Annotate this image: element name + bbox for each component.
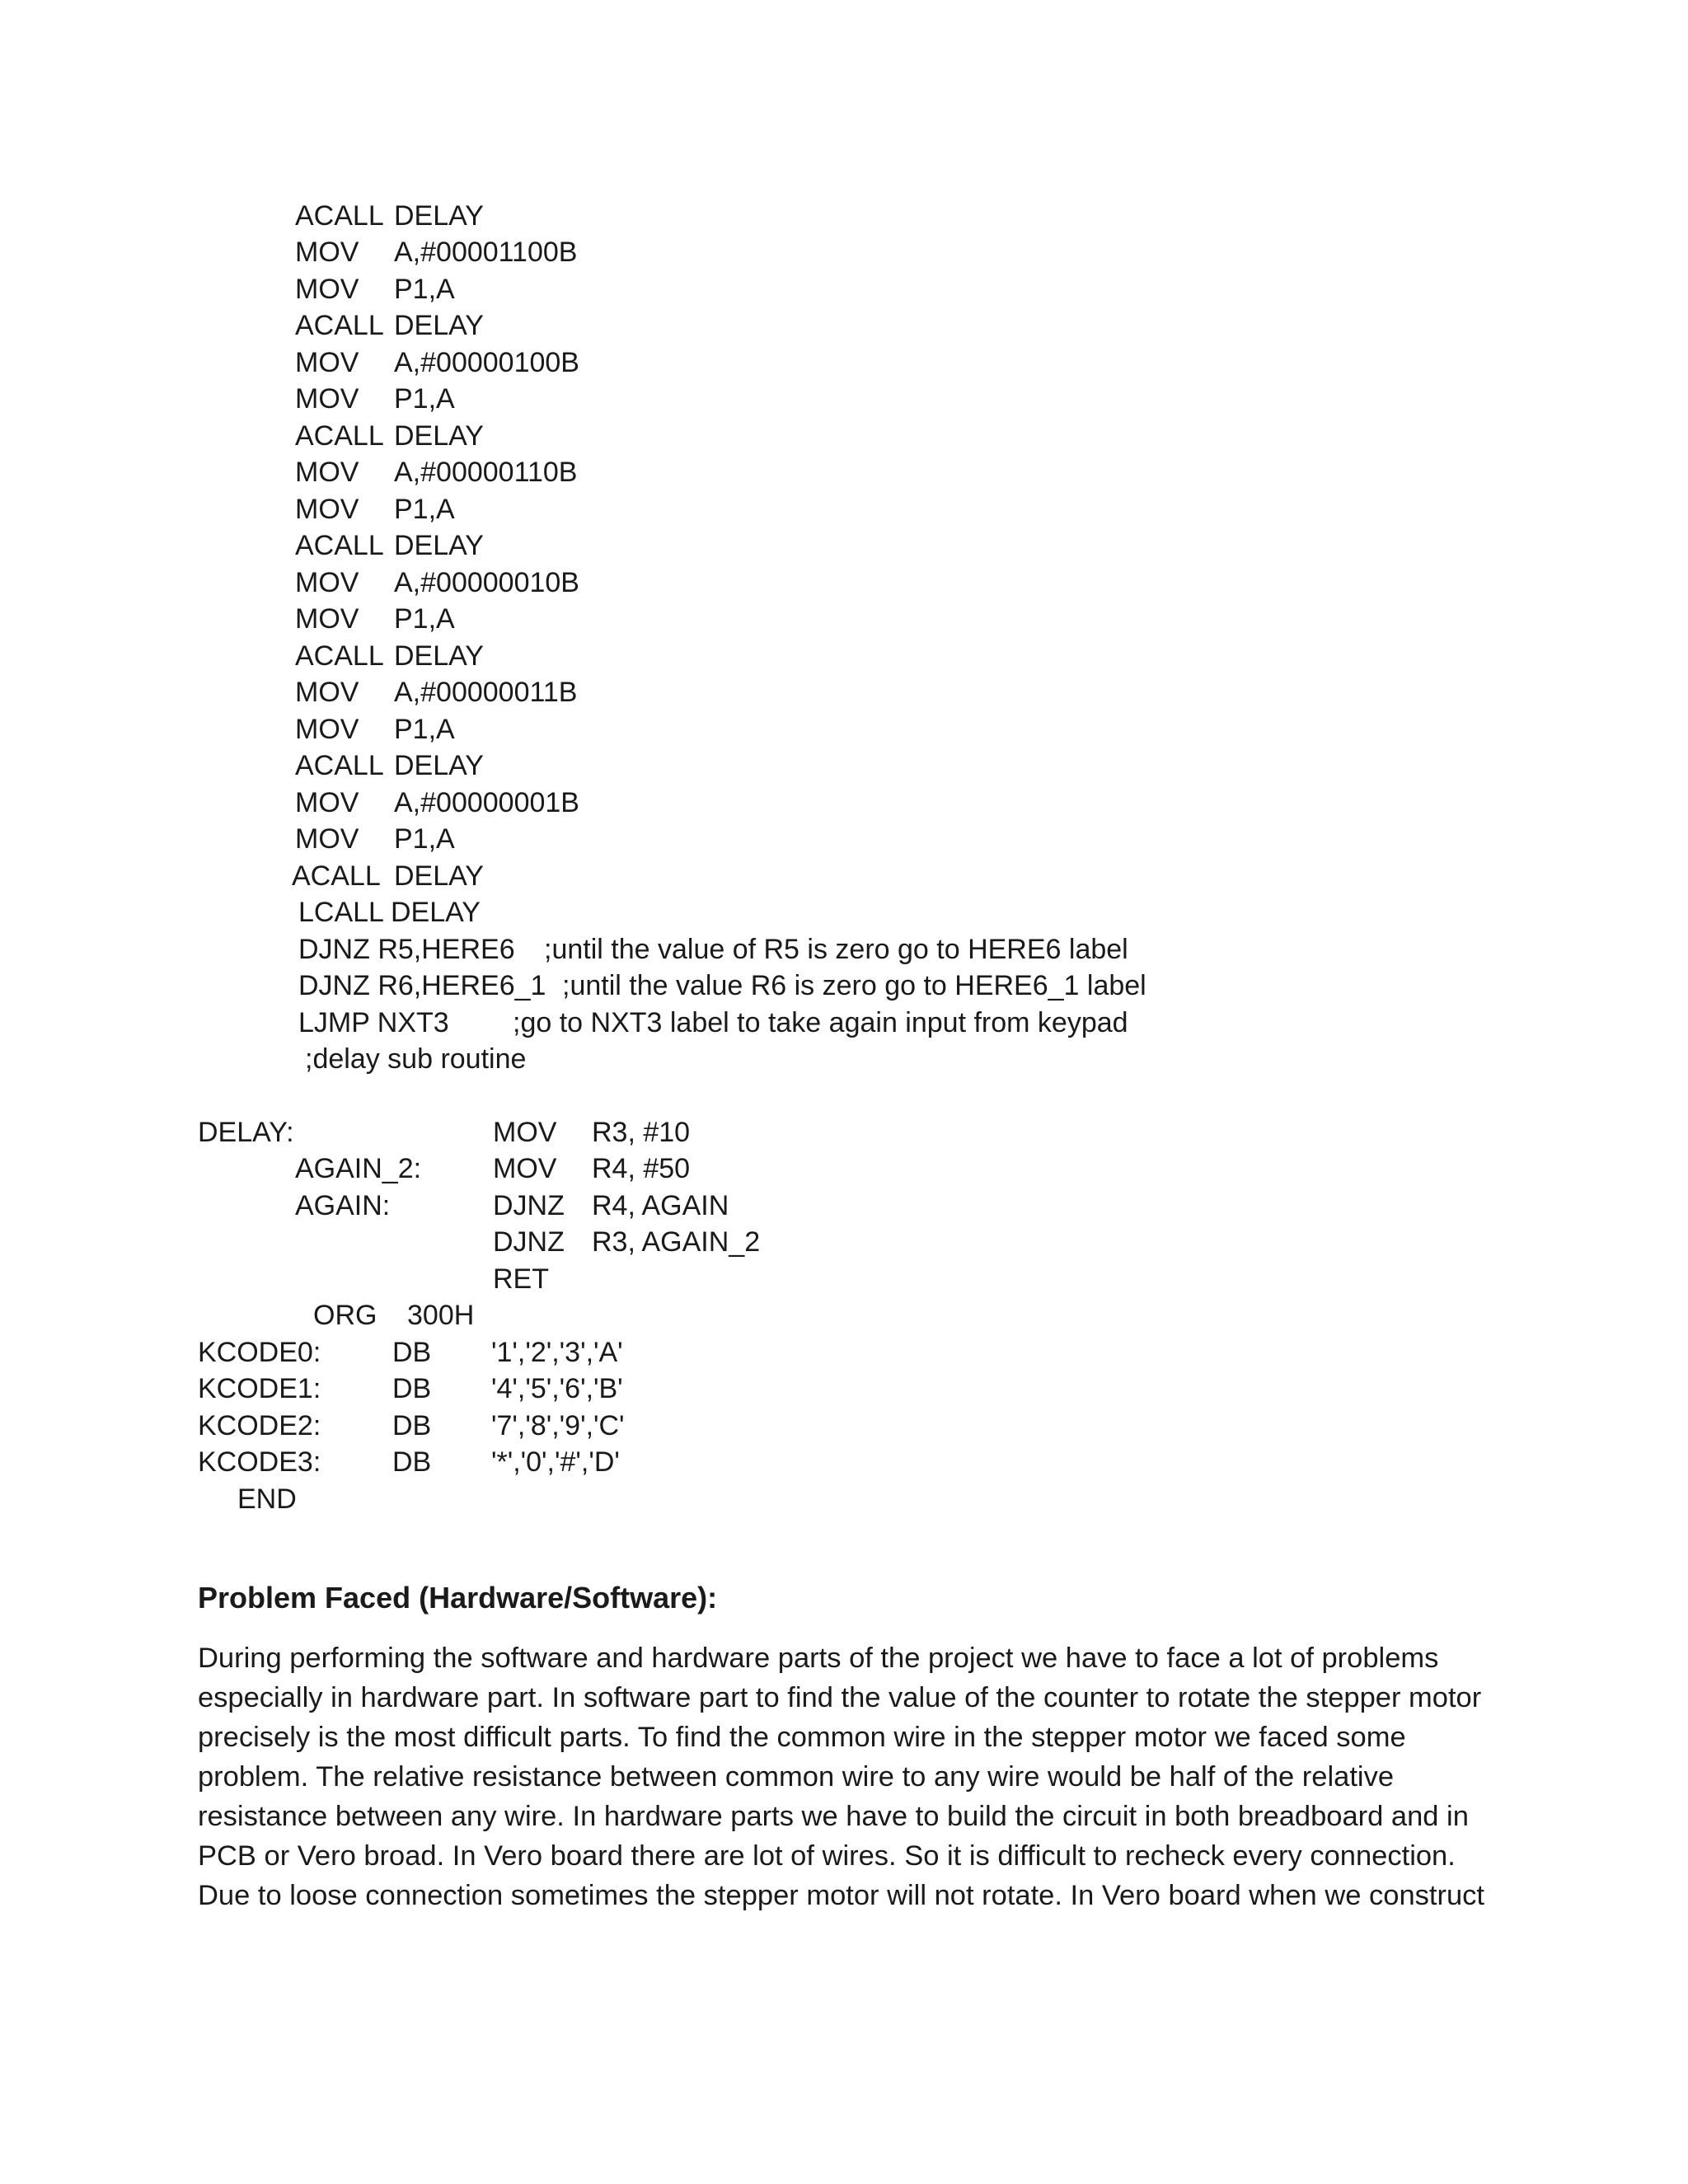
paragraph-line: especially in hardware part. In software part to find the value of the counter to rotate the stepper motor: [198, 1682, 1482, 1713]
code-op: ORG: [313, 1300, 377, 1331]
section-heading: Problem Faced (Hardware/Software):: [198, 1581, 718, 1615]
code-op: ACALL: [292, 860, 381, 892]
code-line: [295, 674, 1037, 710]
kcode-line: [198, 1334, 857, 1371]
code-arg: DELAY: [394, 200, 484, 232]
code-op: DJNZ R5,HERE6: [298, 934, 515, 965]
code-op: DB: [392, 1446, 432, 1478]
code-line: [295, 565, 1037, 601]
code-arg: P1,A: [394, 603, 455, 635]
code-op: DB: [392, 1410, 432, 1441]
code-arg: A,#00000011B: [394, 677, 578, 708]
paragraph-line: resistance between any wire. In hardware parts we have to build the circuit in both breadboard and in: [198, 1801, 1469, 1832]
code-op: ACALL: [295, 750, 384, 781]
code-line: [295, 638, 1037, 674]
code-op: LJMP NXT3: [298, 1007, 449, 1038]
paragraph-line: problem. The relative resistance between common wire to any wire would be half of the relative: [198, 1761, 1395, 1793]
code-line: [295, 418, 1037, 454]
code-arg: '*','0','#','D': [491, 1446, 620, 1478]
code-op: MOV: [295, 567, 359, 598]
code-arg: DELAY: [394, 420, 484, 452]
code-op: MOV: [295, 603, 359, 635]
code-op: END: [237, 1483, 297, 1515]
kcode-line: [198, 1371, 857, 1407]
code-line: [295, 381, 1037, 417]
code-line: [295, 491, 1037, 527]
code-line: [295, 527, 1037, 564]
code-comment: ;until the value of R5 is zero go to HERE6 label: [544, 934, 1128, 965]
code-arg: R4, AGAIN: [592, 1190, 729, 1221]
paragraph-line: During performing the software and hardware parts of the project we have to face a lot of problems: [198, 1643, 1439, 1674]
code-arg: DELAY: [394, 860, 484, 892]
code-arg: P1,A: [394, 274, 455, 305]
org-line: [313, 1297, 725, 1333]
paragraph-line: PCB or Vero broad. In Vero board there are lot of wires. So it is difficult to recheck every connection.: [198, 1840, 1456, 1872]
code-op: DB: [392, 1373, 432, 1404]
code-comment: ;until the value R6 is zero go to HERE6_1 label: [562, 970, 1146, 1001]
code-op: MOV: [295, 347, 359, 378]
code-op: MOV: [295, 823, 359, 855]
code-op: ACALL: [295, 640, 384, 672]
code-arg: P1,A: [394, 714, 455, 745]
code-arg: P1,A: [394, 383, 455, 415]
paragraph-line: precisely is the most difficult parts. To find the common wire in the stepper motor we faced some: [198, 1722, 1406, 1753]
code-comment: ;go to NXT3 label to take again input from keypad: [513, 1007, 1128, 1038]
code-op: MOV: [493, 1117, 557, 1148]
code-arg: R4, #50: [592, 1153, 691, 1184]
code-op: MOV: [295, 274, 359, 305]
code-arg: '7','8','9','C': [491, 1410, 625, 1441]
code-op: DJNZ: [493, 1226, 565, 1258]
code-arg: R3, #10: [592, 1117, 691, 1148]
code-op: MOV: [295, 237, 359, 268]
code-op: MOV: [295, 494, 359, 525]
end-line: [237, 1481, 402, 1517]
code-arg: A,#00000001B: [394, 787, 579, 818]
code-line-commented: [298, 931, 1205, 968]
code-line-comment-only: [305, 1041, 964, 1077]
code-label: AGAIN:: [295, 1190, 391, 1221]
code-op: ACALL: [295, 200, 384, 232]
code-label: KCODE1:: [198, 1373, 321, 1404]
code-arg: A,#00000010B: [394, 567, 579, 598]
code-op: MOV: [295, 714, 359, 745]
code-op: DJNZ R6,HERE6_1: [298, 970, 546, 1001]
code-arg: DELAY: [394, 530, 484, 561]
code-label: KCODE3:: [198, 1446, 321, 1478]
delay-line: [198, 1114, 940, 1151]
code-arg: '1','2','3','A': [491, 1337, 623, 1368]
code-line: [295, 601, 1037, 637]
code-line: [295, 711, 1037, 748]
code-arg: P1,A: [394, 494, 455, 525]
code-line: [298, 894, 1040, 930]
code-arg: DELAY: [391, 897, 481, 928]
code-op: DB: [392, 1337, 432, 1368]
code-arg: A,#00001100B: [394, 237, 578, 268]
paragraph-line: Due to loose connection sometimes the stepper motor will not rotate. In Vero board when we construct: [198, 1880, 1484, 1911]
code-line-commented: [298, 1005, 1205, 1041]
kcode-line: [198, 1444, 857, 1480]
code-line: [295, 344, 1037, 381]
code-arg: A,#00000110B: [394, 457, 578, 488]
code-line: [295, 821, 1037, 857]
code-arg: P1,A: [394, 823, 455, 855]
code-op: MOV: [295, 787, 359, 818]
code-op: DJNZ: [493, 1190, 565, 1221]
code-line: [295, 234, 1037, 270]
code-op: MOV: [295, 383, 359, 415]
delay-line: [198, 1261, 940, 1297]
code-arg: 300H: [407, 1300, 475, 1331]
code-op: RET: [493, 1263, 549, 1295]
code-arg: R3, AGAIN_2: [592, 1226, 761, 1258]
code-line-commented: [298, 968, 1205, 1004]
code-arg: A,#00000100B: [394, 347, 579, 378]
delay-line: [198, 1188, 940, 1224]
code-arg: DELAY: [394, 640, 484, 672]
code-op: ACALL: [295, 420, 384, 452]
code-label: DELAY:: [198, 1117, 294, 1148]
code-line: [295, 748, 1037, 784]
code-op: MOV: [295, 457, 359, 488]
code-line: [295, 271, 1037, 307]
code-line: [295, 454, 1037, 490]
code-op: LCALL: [298, 897, 384, 928]
code-op: MOV: [295, 677, 359, 708]
code-label: AGAIN_2:: [295, 1153, 422, 1184]
code-arg: DELAY: [394, 310, 484, 341]
code-op: ACALL: [295, 530, 384, 561]
code-label: KCODE0:: [198, 1337, 321, 1368]
code-arg: '4','5','6','B': [491, 1373, 623, 1404]
code-arg: DELAY: [394, 750, 484, 781]
kcode-line: [198, 1408, 857, 1444]
code-op: MOV: [493, 1153, 557, 1184]
code-comment: ;delay sub routine: [305, 1043, 527, 1075]
delay-line: [198, 1151, 940, 1187]
code-op: ACALL: [295, 310, 384, 341]
code-line: [295, 198, 1037, 234]
code-line: [292, 858, 1034, 894]
code-line: [295, 307, 1037, 344]
delay-line: [198, 1224, 940, 1260]
code-label: KCODE2:: [198, 1410, 321, 1441]
code-line: [295, 785, 1037, 821]
